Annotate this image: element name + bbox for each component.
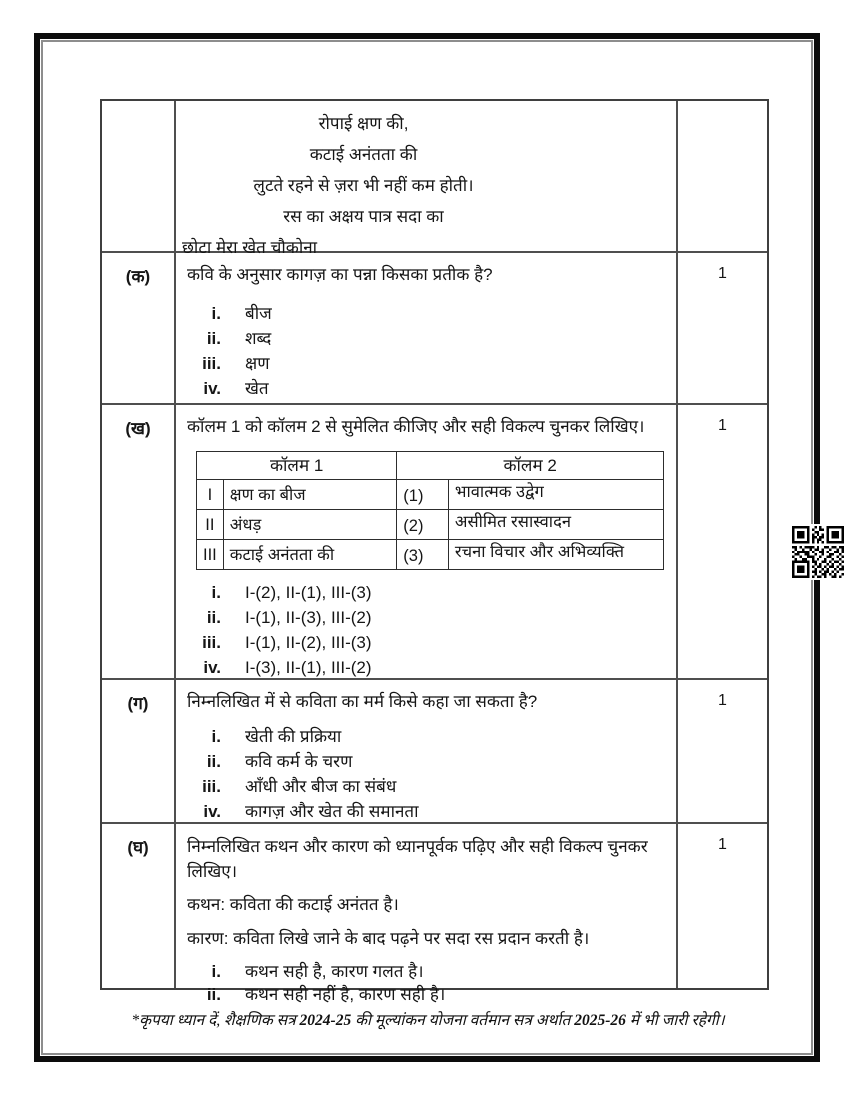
match-right-text: असीमित रसास्वादन <box>448 510 663 540</box>
assertion-line: कथन: कविता की कटाई अनंतत है। <box>187 895 399 914</box>
match-col2-header: कॉलम 2 <box>397 452 664 480</box>
option-text: आँधी और बीज का संबंध <box>245 777 397 796</box>
question-gha-label: (घ) <box>127 838 149 857</box>
option-number: iv. <box>203 658 221 677</box>
option-number: iv. <box>203 802 221 821</box>
question-ka-options <box>187 301 664 401</box>
question-gha-content <box>174 824 676 1004</box>
poem-line: रोपाई क्षण की, <box>318 114 409 133</box>
question-gha-marks: 1 <box>676 824 767 988</box>
option-item <box>187 655 664 680</box>
match-left-text: कटाई अनंतता की <box>223 540 397 570</box>
question-kha-text: कॉलम 1 को कॉलम 2 से सुमेलित कीजिए और सही विकल्प चुनकर लिखिए। <box>187 417 645 436</box>
poem-centered-lines <box>181 108 546 232</box>
footnote <box>42 1008 814 1030</box>
footnote-text: *कृपया ध्यान दें, शैक्षणिक सत्र <box>131 1012 300 1029</box>
option-text: I-(2), II-(1), III-(3) <box>245 583 372 602</box>
question-row-ka <box>102 251 767 403</box>
question-kha-content <box>174 405 676 678</box>
option-number: iii. <box>202 354 221 373</box>
question-ga-text: निम्नलिखित में से कविता का मर्म किसे कहा जा सकता है? <box>187 692 538 711</box>
match-number: (3) <box>397 540 449 570</box>
match-columns-table <box>196 451 664 570</box>
poem-row <box>102 101 767 257</box>
question-row-kha <box>102 403 767 678</box>
option-text: खेत <box>245 379 269 398</box>
match-roman: I <box>197 480 224 510</box>
question-ga-label: (ग) <box>127 694 149 713</box>
question-row-gha <box>102 822 767 1004</box>
option-number: i. <box>211 304 221 323</box>
option-text: कथन सही नहीं है, कारण सही है। <box>245 985 446 1004</box>
match-number: (1) <box>397 480 449 510</box>
option-item <box>187 724 664 749</box>
option-number: i. <box>211 583 221 602</box>
question-ga-marks: 1 <box>676 680 767 822</box>
option-item <box>187 605 664 630</box>
question-ka-content <box>174 253 676 403</box>
option-number: iii. <box>202 633 221 652</box>
match-number: (2) <box>397 510 449 540</box>
question-kha-marks: 1 <box>676 405 767 678</box>
poem-content-cell <box>174 101 676 257</box>
match-roman: II <box>197 510 224 540</box>
option-text: कवि कर्म के चरण <box>245 752 353 771</box>
option-item <box>187 799 664 824</box>
match-roman: III <box>197 540 224 570</box>
poem-line: रस का अक्षय पात्र सदा का <box>283 207 444 226</box>
reason-line: कारण: कविता लिखे जाने के बाद पढ़ने पर सदा रस प्रदान करती है। <box>187 929 590 948</box>
match-col1-header: कॉलम 1 <box>197 452 397 480</box>
option-item <box>187 376 664 401</box>
option-number: ii. <box>206 985 221 1004</box>
option-text: कथन सही है, कारण गलत है। <box>245 962 424 981</box>
option-item <box>187 960 664 983</box>
option-number: ii. <box>206 752 221 771</box>
option-item <box>187 749 664 774</box>
option-item <box>187 301 664 326</box>
question-ka-text: कवि के अनुसार कागज़ का पन्ना किसका प्रतीक है? <box>187 265 493 284</box>
question-gha-options <box>187 960 664 1006</box>
match-right-text: रचना विचार और अभिव्यक्ति <box>448 540 663 570</box>
question-ga-options <box>187 724 664 824</box>
footnote-year-1: 2024-25 <box>299 1012 352 1029</box>
match-left-text: अंधड़ <box>223 510 397 540</box>
option-number: ii. <box>206 608 221 627</box>
poem-row-label-cell <box>102 101 174 251</box>
option-item <box>187 983 664 1006</box>
poem-line-left: छोटा मेरा खेत चौकोना <box>182 238 318 257</box>
option-number: ii. <box>206 329 221 348</box>
question-ga-content <box>174 680 676 822</box>
poem-line: कटाई अनंतता की <box>309 145 418 164</box>
question-kha-options <box>187 580 664 680</box>
question-ka-marks: 1 <box>676 253 767 403</box>
option-text: कागज़ और खेत की समानता <box>245 802 419 821</box>
option-text: I-(3), II-(1), III-(2) <box>245 658 372 677</box>
question-table <box>100 99 769 1004</box>
question-ka-label: (क) <box>125 267 151 286</box>
qr-code <box>790 524 846 580</box>
option-number: iii. <box>202 777 221 796</box>
poem-line: लुटते रहने से ज़रा भी नहीं कम होती। <box>253 176 474 195</box>
option-text: बीज <box>245 304 272 323</box>
question-gha-text: निम्नलिखित कथन और कारण को ध्यानपूर्वक पढ़िए और सही विकल्प चुनकर लिखिए। <box>187 837 648 881</box>
match-table-row <box>197 510 664 540</box>
option-text: क्षण <box>245 354 270 373</box>
match-table-header-row <box>197 452 664 480</box>
option-text: शब्द <box>245 329 272 348</box>
question-row-ga <box>102 678 767 822</box>
question-kha-label: (ख) <box>125 419 151 438</box>
option-number: i. <box>211 727 221 746</box>
option-text: I-(1), II-(3), III-(2) <box>245 608 372 627</box>
footnote-year-2: 2025-26 <box>574 1012 626 1029</box>
option-item <box>187 630 664 655</box>
footnote-text: में भी जारी रहेगी। <box>625 1012 725 1029</box>
option-item <box>187 774 664 799</box>
qr-code-icon <box>792 526 844 578</box>
match-table-row <box>197 540 664 570</box>
option-number: i. <box>211 962 221 981</box>
option-item <box>187 326 664 351</box>
poem-marks-cell <box>676 101 767 251</box>
footnote-text: की मूल्यांकन योजना वर्तमान सत्र अर्थात <box>351 1012 575 1029</box>
match-table-row <box>197 480 664 510</box>
option-item <box>187 351 664 376</box>
match-left-text: क्षण का बीज <box>223 480 397 510</box>
option-text: खेती की प्रक्रिया <box>245 727 342 746</box>
option-item <box>187 580 664 605</box>
match-right-text: भावात्मक उद्वेग <box>448 480 663 510</box>
option-number: iv. <box>203 379 221 398</box>
option-text: I-(1), II-(2), III-(3) <box>245 633 372 652</box>
